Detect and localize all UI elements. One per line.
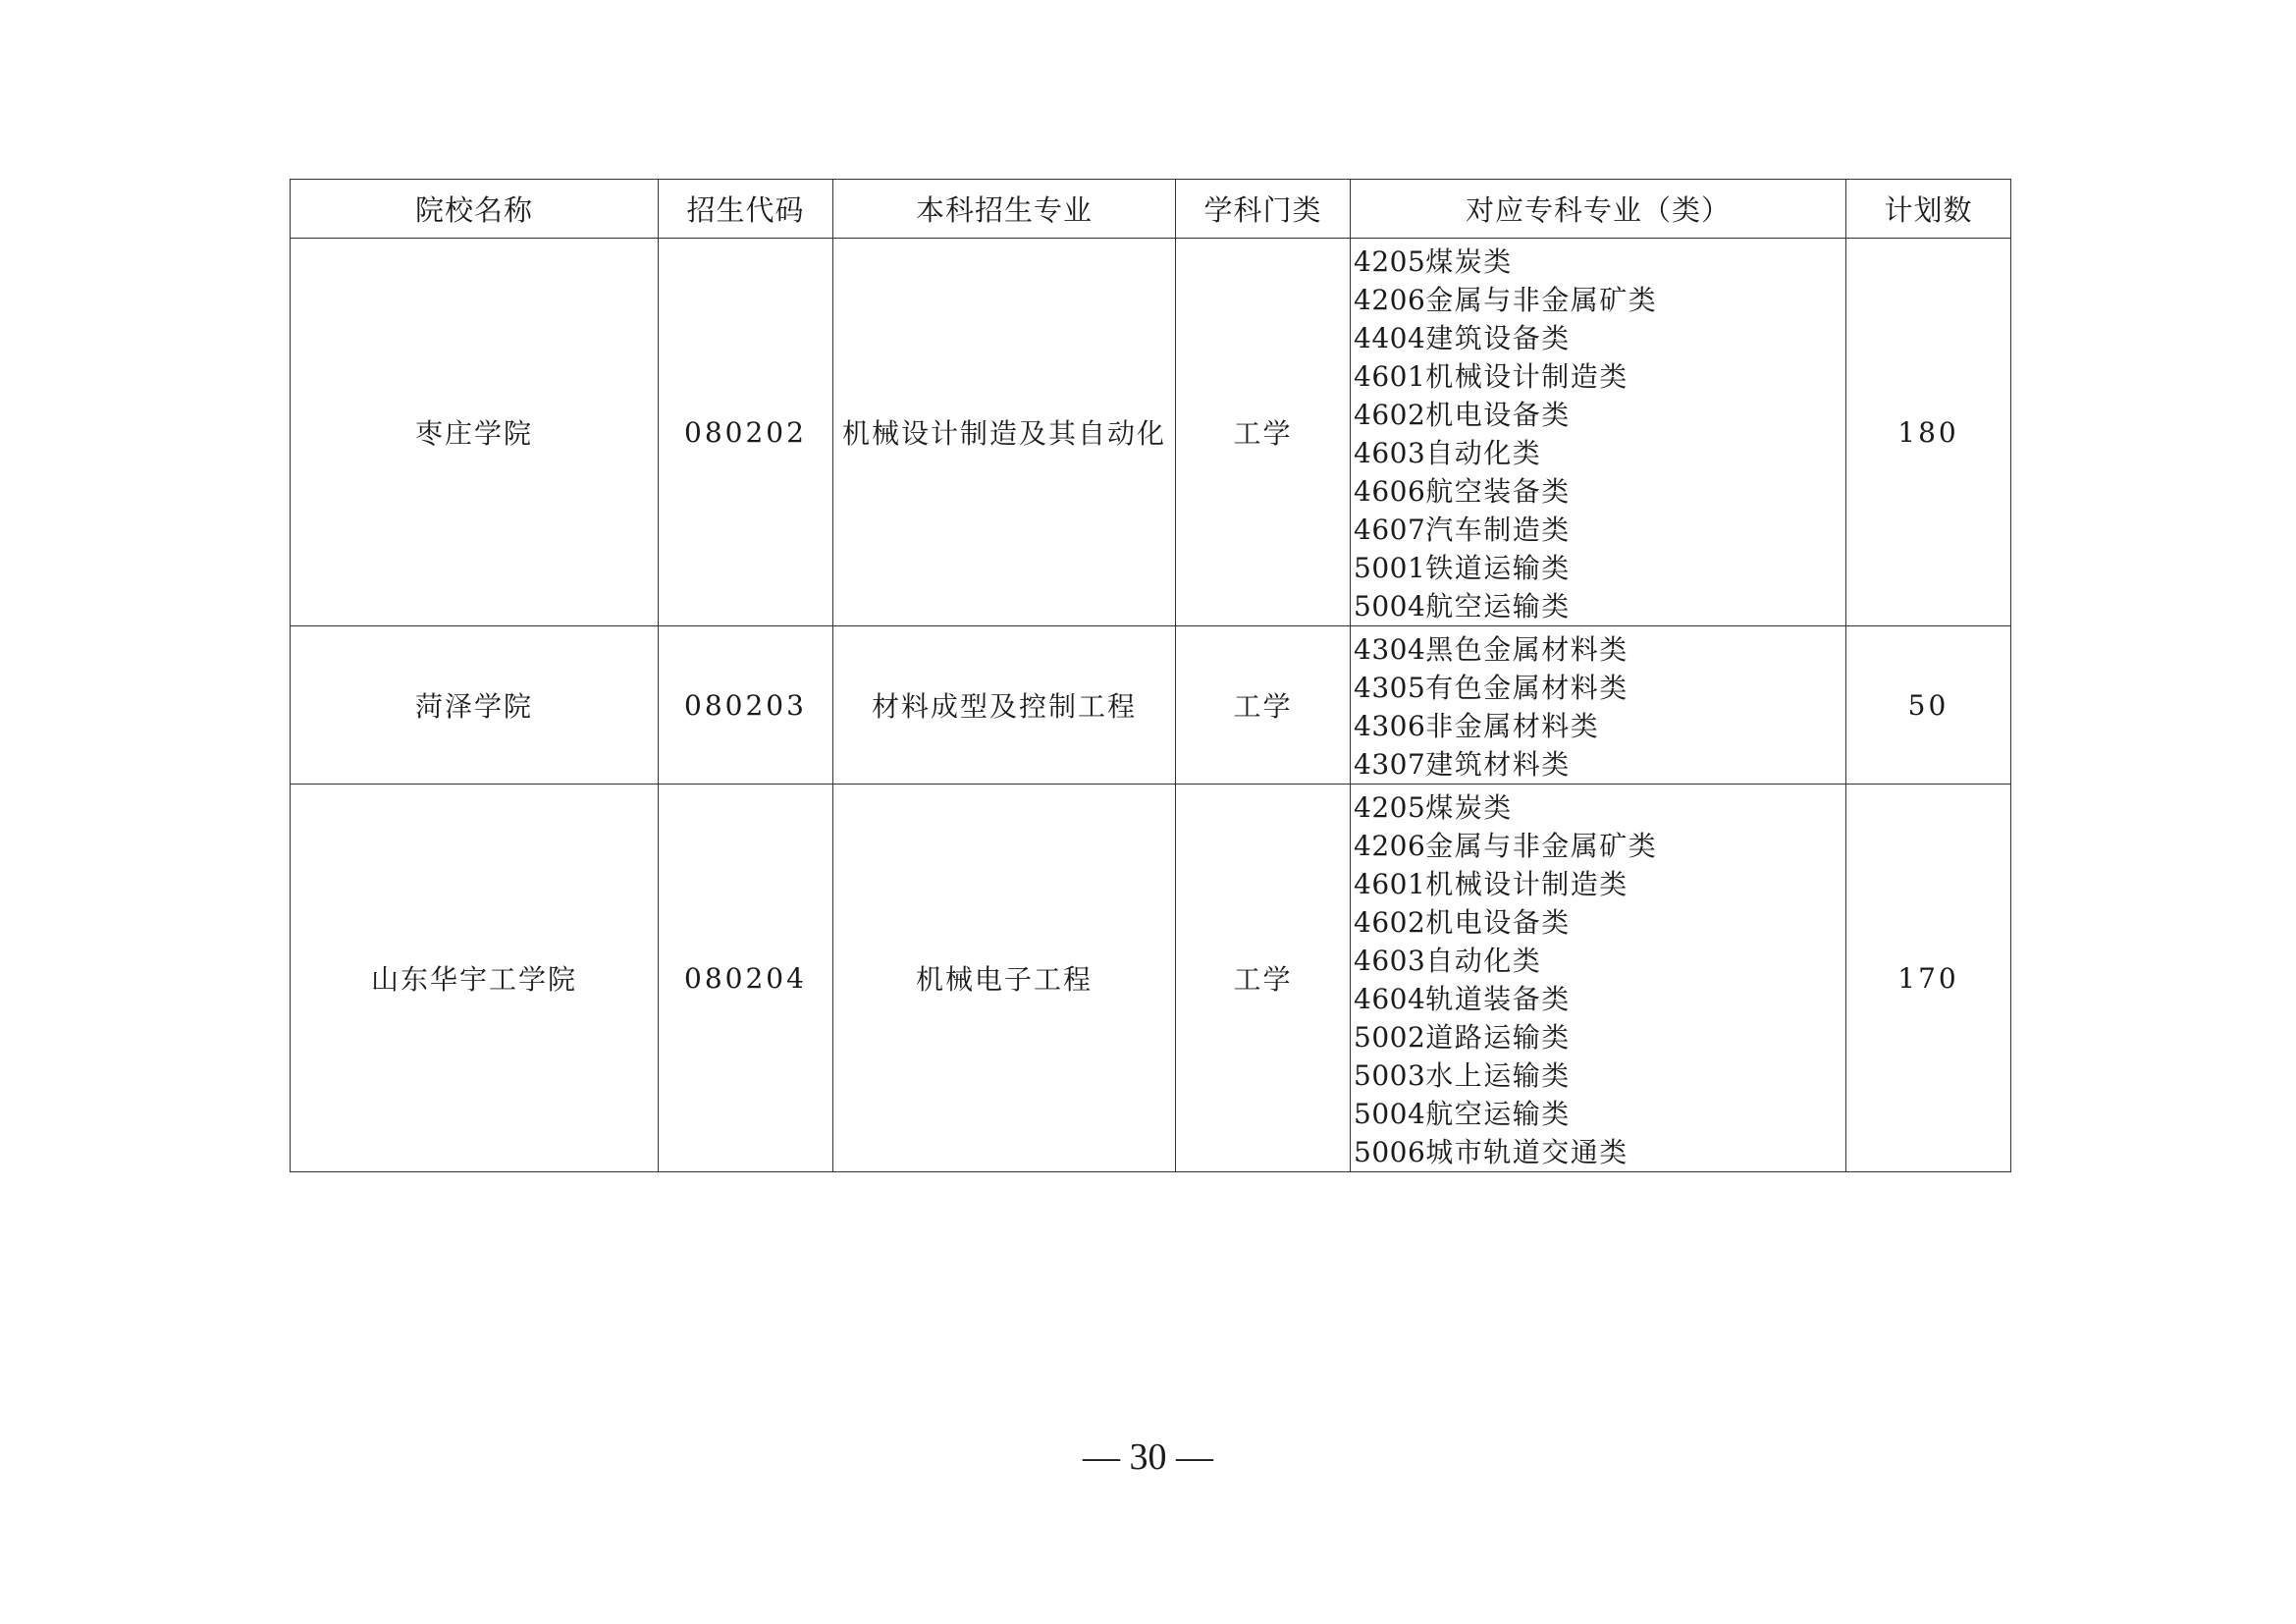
related-major-name: 机电设备类: [1425, 906, 1571, 939]
related-major-code: 4304: [1354, 633, 1426, 666]
related-major-code: 4606: [1354, 475, 1426, 508]
related-major-item: [1354, 980, 1845, 1018]
related-major-code: 4601: [1354, 868, 1426, 900]
related-major-name: 有色金属材料类: [1425, 672, 1629, 704]
header-related-majors: 对应专科专业（类）: [1351, 180, 1846, 239]
enrollment-code-cell: 080204: [659, 785, 833, 1172]
related-major-item: [1354, 243, 1845, 281]
category-cell: 工学: [1176, 626, 1351, 785]
related-major-item: [1354, 587, 1845, 625]
related-major-name: 机械设计制造类: [1425, 360, 1629, 393]
related-major-item: [1354, 1095, 1845, 1133]
enrollment-code-cell: 080202: [659, 239, 833, 626]
related-major-item: [1354, 788, 1845, 827]
related-major-name: 城市轨道交通类: [1425, 1136, 1629, 1168]
related-major-name: 机电设备类: [1425, 399, 1571, 431]
related-major-name: 道路运输类: [1425, 1021, 1571, 1054]
related-major-item: [1354, 357, 1845, 396]
table-row: [291, 626, 2011, 785]
header-undergraduate-major: 本科招生专业: [833, 180, 1176, 239]
related-major-code: 4603: [1354, 437, 1426, 469]
related-major-item: [1354, 630, 1845, 669]
related-majors-cell: [1351, 785, 1846, 1172]
related-major-name: 金属与非金属矿类: [1425, 830, 1658, 862]
related-major-name: 建筑材料类: [1425, 748, 1571, 781]
related-major-name: 自动化类: [1425, 945, 1542, 977]
header-school-name: 院校名称: [291, 180, 659, 239]
related-majors-cell: [1351, 239, 1846, 626]
category-cell: 工学: [1176, 239, 1351, 626]
related-major-code: 4205: [1354, 791, 1426, 824]
major-cell: 材料成型及控制工程: [833, 626, 1176, 785]
related-major-code: 4404: [1354, 322, 1426, 354]
related-major-code: 4205: [1354, 245, 1426, 278]
related-major-code: 4306: [1354, 710, 1426, 742]
table-header-row: [291, 180, 2011, 239]
related-major-item: [1354, 434, 1845, 472]
plan-count-cell: 170: [1846, 785, 2011, 1172]
related-major-item: [1354, 1018, 1845, 1056]
enrollment-plan-table: [290, 179, 2011, 1172]
related-major-code: 5001: [1354, 552, 1426, 584]
related-major-name: 轨道装备类: [1425, 983, 1571, 1015]
header-enrollment-code: 招生代码: [659, 180, 833, 239]
table-row: [291, 785, 2011, 1172]
related-major-name: 建筑设备类: [1425, 322, 1571, 354]
major-cell: 机械设计制造及其自动化: [833, 239, 1176, 626]
related-major-item: [1354, 396, 1845, 434]
related-major-code: 4602: [1354, 906, 1426, 939]
related-major-name: 航空装备类: [1425, 475, 1571, 508]
related-major-item: [1354, 903, 1845, 942]
school-name-cell: 山东华宇工学院: [291, 785, 659, 1172]
related-major-item: [1354, 319, 1845, 357]
related-major-name: 非金属材料类: [1425, 710, 1600, 742]
related-major-code: 4604: [1354, 983, 1426, 1015]
related-major-code: 5004: [1354, 1098, 1426, 1130]
related-major-name: 煤炭类: [1425, 245, 1513, 278]
related-major-item: [1354, 511, 1845, 549]
related-major-code: 4206: [1354, 830, 1426, 862]
related-major-code: 5002: [1354, 1021, 1426, 1054]
related-major-item: [1354, 549, 1845, 587]
related-major-item: [1354, 472, 1845, 511]
related-major-item: [1354, 827, 1845, 865]
plan-count-cell: 180: [1846, 239, 2011, 626]
related-major-code: 4206: [1354, 284, 1426, 316]
related-major-item: [1354, 1056, 1845, 1095]
related-major-name: 黑色金属材料类: [1425, 633, 1629, 666]
related-majors-cell: [1351, 626, 1846, 785]
related-major-item: [1354, 942, 1845, 980]
related-major-code: 4601: [1354, 360, 1426, 393]
related-major-name: 煤炭类: [1425, 791, 1513, 824]
related-major-name: 航空运输类: [1425, 590, 1571, 623]
header-discipline-category: 学科门类: [1176, 180, 1351, 239]
related-major-item: [1354, 745, 1845, 784]
related-major-name: 航空运输类: [1425, 1098, 1571, 1130]
related-major-code: 5003: [1354, 1059, 1426, 1092]
related-major-name: 水上运输类: [1425, 1059, 1571, 1092]
school-name-cell: 菏泽学院: [291, 626, 659, 785]
table-row: [291, 239, 2011, 626]
related-major-code: 4305: [1354, 672, 1426, 704]
plan-count-cell: 50: [1846, 626, 2011, 785]
header-plan-count: 计划数: [1846, 180, 2011, 239]
related-major-item: [1354, 281, 1845, 319]
related-major-name: 机械设计制造类: [1425, 868, 1629, 900]
enrollment-code-cell: 080203: [659, 626, 833, 785]
related-major-code: 5006: [1354, 1136, 1426, 1168]
page-number: — 30 —: [1083, 1436, 1213, 1478]
major-cell: 机械电子工程: [833, 785, 1176, 1172]
related-major-code: 4603: [1354, 945, 1426, 977]
related-major-code: 4607: [1354, 514, 1426, 546]
related-major-name: 汽车制造类: [1425, 514, 1571, 546]
related-major-item: [1354, 669, 1845, 707]
related-major-name: 金属与非金属矿类: [1425, 284, 1658, 316]
related-major-item: [1354, 707, 1845, 745]
school-name-cell: 枣庄学院: [291, 239, 659, 626]
related-major-code: 4307: [1354, 748, 1426, 781]
related-major-code: 5004: [1354, 590, 1426, 623]
related-major-name: 铁道运输类: [1425, 552, 1571, 584]
related-major-item: [1354, 865, 1845, 903]
related-major-name: 自动化类: [1425, 437, 1542, 469]
related-major-code: 4602: [1354, 399, 1426, 431]
related-major-item: [1354, 1133, 1845, 1171]
category-cell: 工学: [1176, 785, 1351, 1172]
